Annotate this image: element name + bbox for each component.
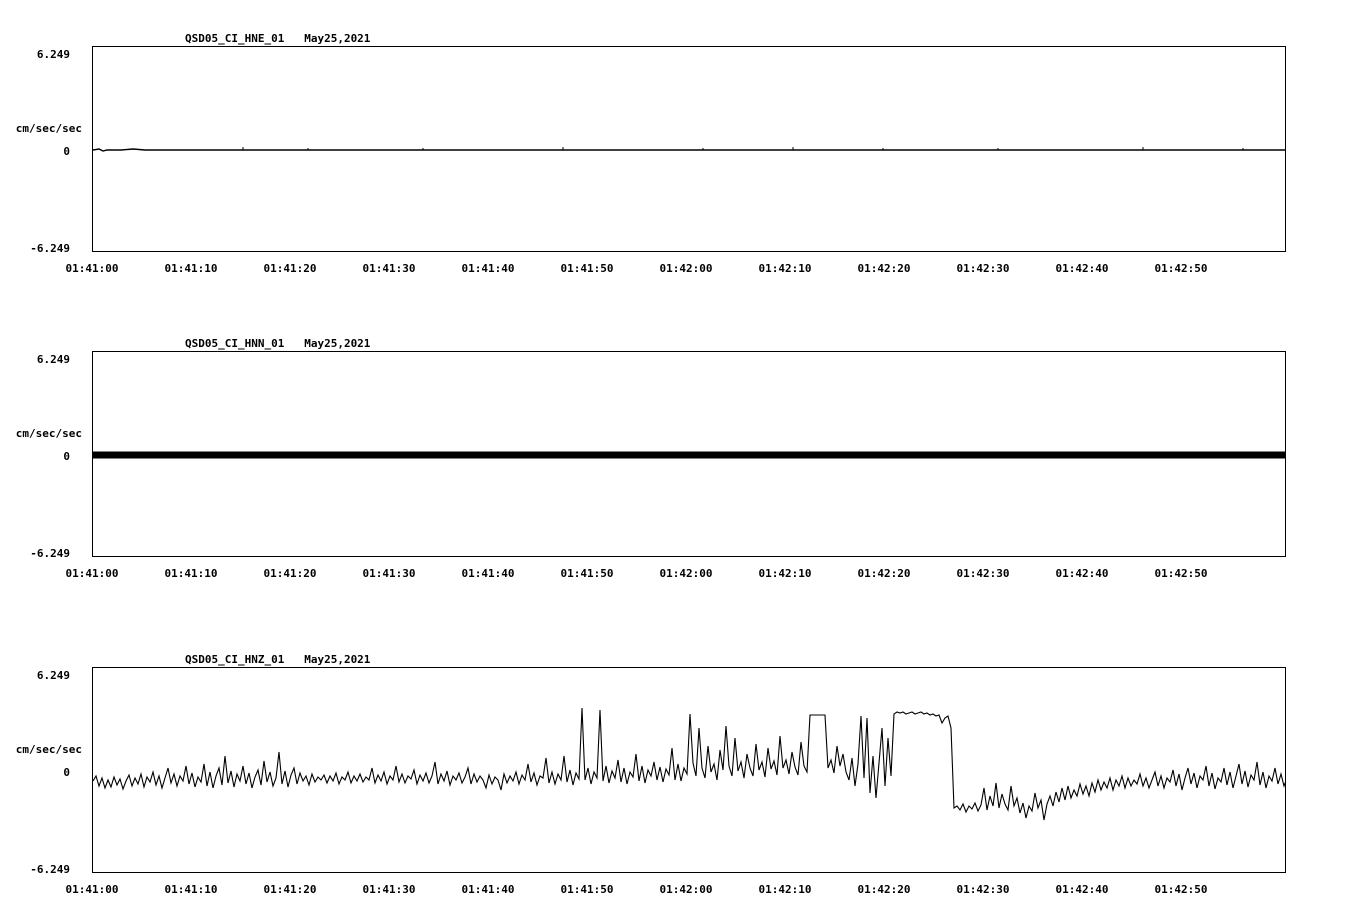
ytick-hnn-max: 6.249	[36, 353, 70, 366]
plot-title-hnz: QSD05_CI_HNZ_01 May25,2021	[185, 653, 371, 666]
xtick-hnz-6: 01:42:00	[659, 883, 713, 896]
xtick-hne-11: 01:42:50	[1154, 262, 1208, 275]
ylabel-hnz: cm/sec/sec	[15, 743, 82, 756]
trace-hnz	[93, 668, 1286, 873]
ytick-hne-min: -6.249	[30, 242, 70, 255]
xtick-hnz-7: 01:42:10	[758, 883, 812, 896]
plot-area-hne	[92, 46, 1286, 252]
plot-title-hnn: QSD05_CI_HNN_01 May25,2021	[185, 337, 371, 350]
panel-hnn	[0, 305, 1358, 605]
xtick-hnz-0: 01:41:00	[65, 883, 119, 896]
xtick-hnn-2: 01:41:20	[263, 567, 317, 580]
xtick-hne-1: 01:41:10	[164, 262, 218, 275]
xtick-hnz-5: 01:41:50	[560, 883, 614, 896]
xtick-hne-6: 01:42:00	[659, 262, 713, 275]
xtick-hne-5: 01:41:50	[560, 262, 614, 275]
xtick-hnn-3: 01:41:30	[362, 567, 416, 580]
xtick-hne-3: 01:41:30	[362, 262, 416, 275]
xtick-hnz-9: 01:42:30	[956, 883, 1010, 896]
xtick-hne-8: 01:42:20	[857, 262, 911, 275]
xtick-hnn-9: 01:42:30	[956, 567, 1010, 580]
trace-hnn	[93, 352, 1286, 557]
xtick-hne-0: 01:41:00	[65, 262, 119, 275]
xtick-hnz-2: 01:41:20	[263, 883, 317, 896]
panel-hne	[0, 0, 1358, 300]
xtick-hnn-10: 01:42:40	[1055, 567, 1109, 580]
plot-area-hnn	[92, 351, 1286, 557]
trace-hne	[93, 47, 1286, 252]
xtick-hnn-0: 01:41:00	[65, 567, 119, 580]
ytick-hnz-max: 6.249	[36, 669, 70, 682]
panel-hnz	[0, 613, 1358, 924]
xtick-hne-9: 01:42:30	[956, 262, 1010, 275]
ylabel-hne: cm/sec/sec	[15, 122, 82, 135]
xtick-hnn-11: 01:42:50	[1154, 567, 1208, 580]
xtick-hnz-10: 01:42:40	[1055, 883, 1109, 896]
ytick-hnz-zero: 0	[63, 766, 70, 779]
xtick-hnn-6: 01:42:00	[659, 567, 713, 580]
xtick-hnn-4: 01:41:40	[461, 567, 515, 580]
ytick-hne-max: 6.249	[36, 48, 70, 61]
plot-area-hnz	[92, 667, 1286, 873]
xtick-hnz-4: 01:41:40	[461, 883, 515, 896]
xtick-hnz-8: 01:42:20	[857, 883, 911, 896]
xtick-hne-2: 01:41:20	[263, 262, 317, 275]
xtick-hnn-7: 01:42:10	[758, 567, 812, 580]
ytick-hnz-min: -6.249	[30, 863, 70, 876]
xtick-hne-10: 01:42:40	[1055, 262, 1109, 275]
ytick-hnn-min: -6.249	[30, 547, 70, 560]
xtick-hnz-3: 01:41:30	[362, 883, 416, 896]
xtick-hne-4: 01:41:40	[461, 262, 515, 275]
plot-title-hne: QSD05_CI_HNE_01 May25,2021	[185, 32, 371, 45]
ytick-hnn-zero: 0	[63, 450, 70, 463]
xtick-hnz-1: 01:41:10	[164, 883, 218, 896]
xtick-hnn-1: 01:41:10	[164, 567, 218, 580]
xtick-hne-7: 01:42:10	[758, 262, 812, 275]
xtick-hnn-5: 01:41:50	[560, 567, 614, 580]
ylabel-hnn: cm/sec/sec	[15, 427, 82, 440]
ytick-hne-zero: 0	[63, 145, 70, 158]
xtick-hnz-11: 01:42:50	[1154, 883, 1208, 896]
xtick-hnn-8: 01:42:20	[857, 567, 911, 580]
